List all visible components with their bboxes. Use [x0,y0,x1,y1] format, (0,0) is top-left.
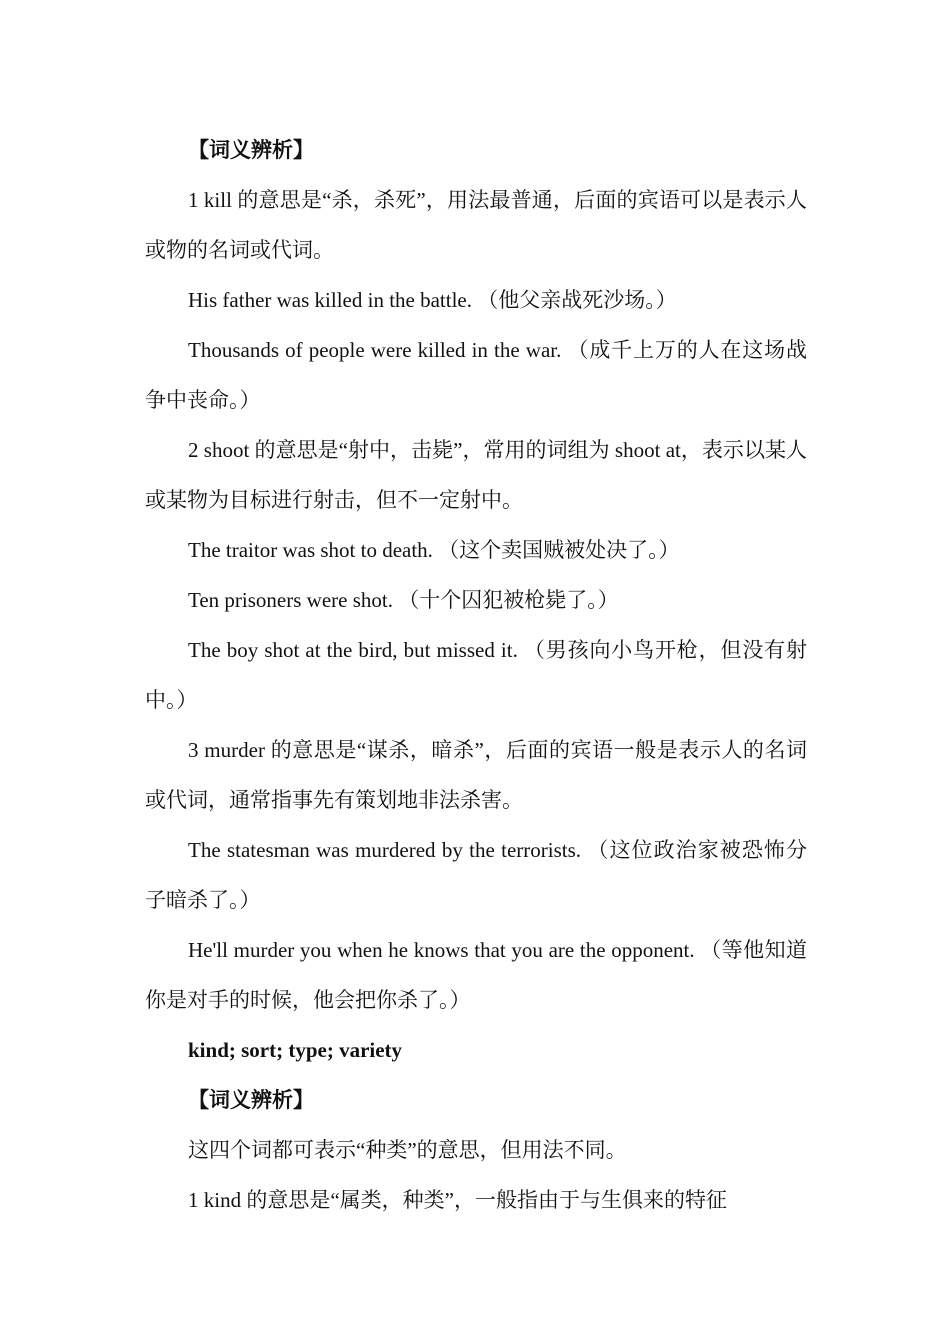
kill-definition: 1 kill 的意思是“杀，杀死”，用法最普通，后面的宾语可以是表示人或物的名词或代词。 [145,188,807,262]
murder-example-2: He'll murder you when he knows that you are the opponent. （等他知道你是对手的时候，他会把你杀了。） [145,938,807,1012]
shoot-example-3: The boy shot at the bird, but missed it. （男孩向小鸟开枪，但没有射中。） [145,638,807,712]
kind-definition: 1 kind 的意思是“属类，种类”，一般指由于与生俱来的特征 [188,1188,727,1212]
kill-example-2: Thousands of people were killed in the war. （成千上万的人在这场战争中丧命。） [145,338,807,412]
document-page [145,125,807,1225]
section-heading-2: 【词义辨析】 [188,1088,314,1112]
shoot-definition: 2 shoot 的意思是“射中，击毙”，常用的词组为 shoot at，表示以某人或某物为目标进行射击，但不一定射中。 [145,438,807,512]
kill-example-1: His father was killed in the battle. （他父亲战死沙场。） [188,288,677,312]
murder-definition: 3 murder 的意思是“谋杀，暗杀”，后面的宾语一般是表示人的名词或代词，通常指事先有策划地非法杀害。 [145,738,807,812]
vocabulary-term: kind; sort; type; variety [188,1038,403,1062]
shoot-example-1: The traitor was shot to death. （这个卖国贼被处决了。） [188,538,680,562]
murder-example-1: The statesman was murdered by the terrorists. （这位政治家被恐怖分子暗杀了。） [145,838,807,912]
kind-intro: 这四个词都可表示“种类”的意思，但用法不同。 [188,1138,627,1162]
section-heading: 【词义辨析】 [188,138,314,162]
shoot-example-2: Ten prisoners were shot. （十个囚犯被枪毙了。） [188,588,619,612]
